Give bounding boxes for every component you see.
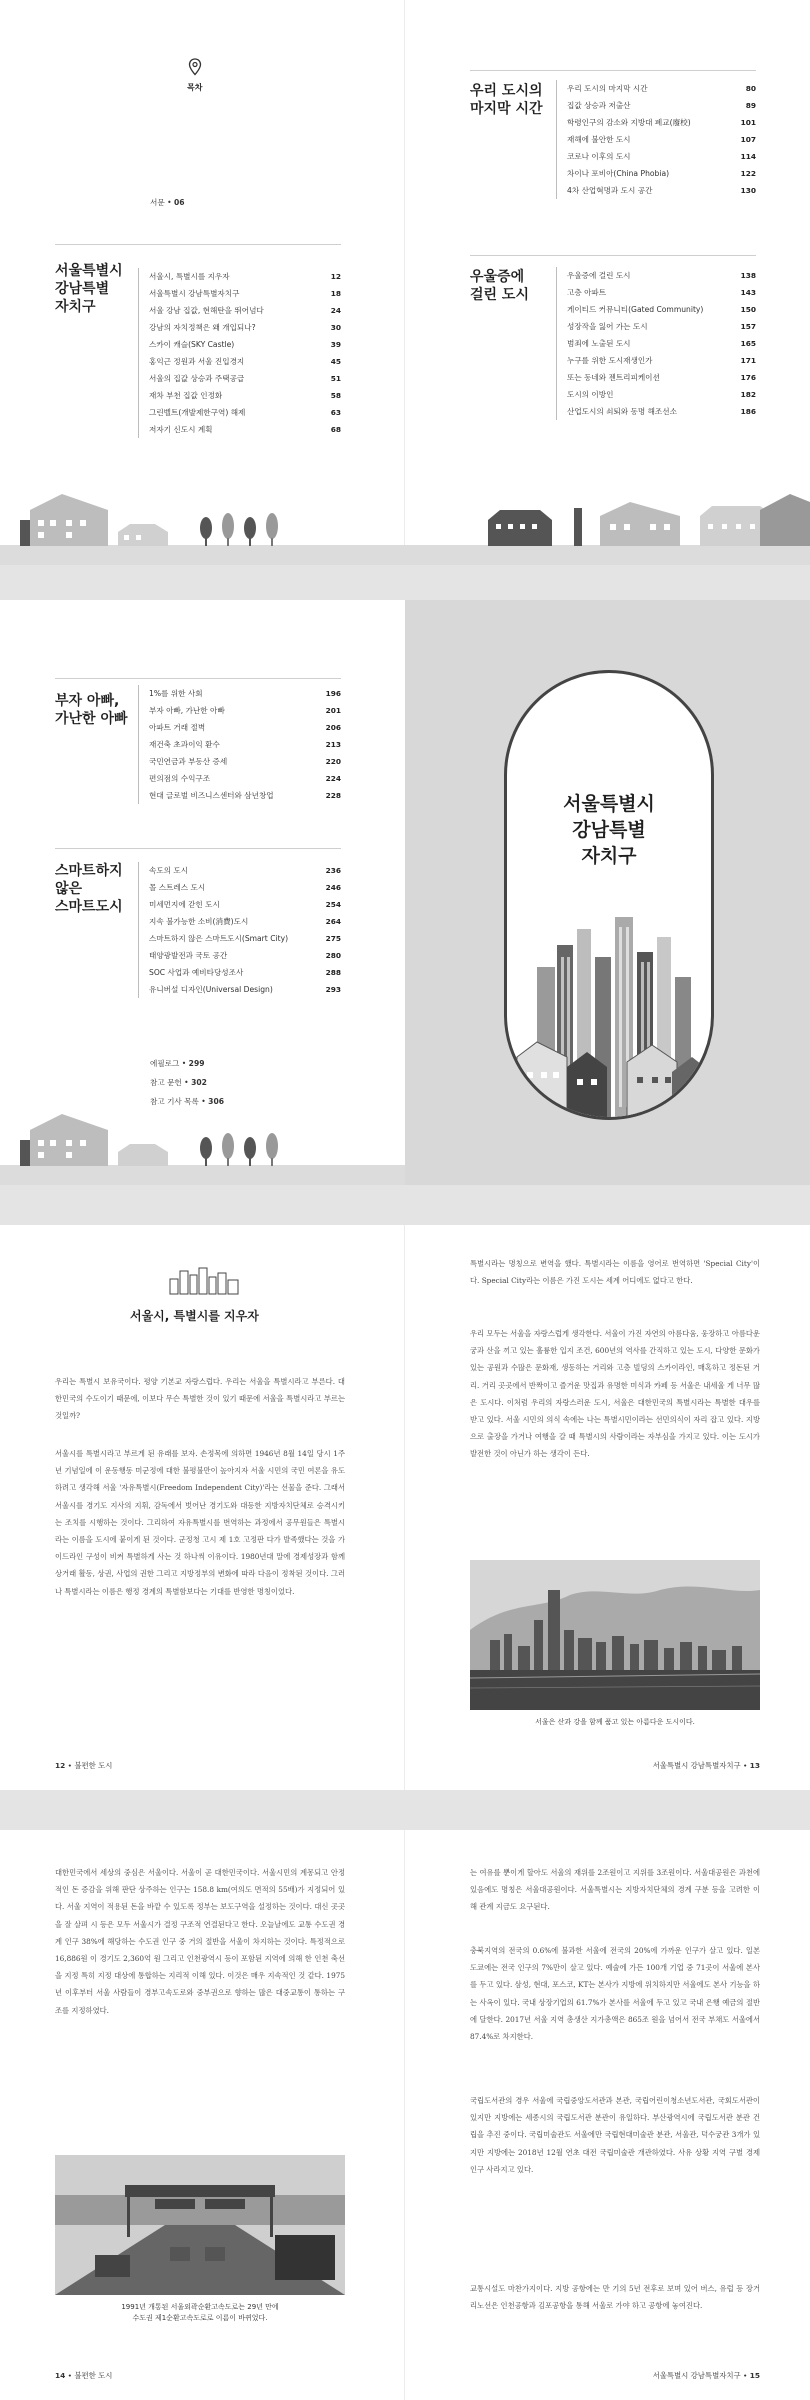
body-paragraph: 교통시설도 마찬가지이다. 지방 공항에는 만 기의 5년 전후로 보며 있어 버스, 유럽 등 장거리노선은 인천공항과 김포공항을 통해 서울로 가야 하고 공항에 놓여진다. (470, 2284, 760, 2311)
toc-item[interactable]: 미세먼지에 갇힌 도시 254 (149, 900, 341, 909)
toc-item[interactable]: 유니버설 디자인(Universal Design) 293 (149, 985, 341, 994)
photo-caption: 서울은 산과 강을 함께 품고 있는 아름다운 도시이다. (535, 1718, 695, 1726)
divider (470, 255, 756, 256)
photo-caption: 1991년 개통된 서울외곽순환고속도로는 29년 만에 수도권 제1순환고속도로로 이름이 바뀌었다. (121, 2303, 279, 2322)
toc-item[interactable]: 우울증에 걸린 도시 138 (567, 271, 756, 280)
toc-item[interactable]: 국민연금과 부동산 증세 220 (149, 757, 341, 766)
toc-item[interactable]: 서울시, 특별시를 지우자 12 (149, 272, 341, 281)
gutter (404, 1225, 405, 1790)
toc-item[interactable]: 속도의 도시 236 (149, 866, 341, 875)
toc-item[interactable]: 집값 상승과 저출산 89 (567, 101, 756, 110)
toc-item[interactable]: 현대 글로벌 비즈니스센터와 삼년창업 228 (149, 791, 341, 800)
map-pin-icon (188, 58, 202, 76)
folio-left: 12 • 불편한 도시 (55, 1761, 113, 1770)
townscape-illustration (0, 480, 810, 565)
body-paragraph: 특별시라는 명칭으로 변역을 했다. 특별시라는 이름을 영어로 번역하면 'Special City'이다. Special City라는 이름은 가진 도시는 세계 어디에도 없다고 한다. (470, 1259, 760, 1286)
highway-photo (55, 2155, 345, 2295)
toc-item[interactable]: SOC 사업과 예비타당성조사 288 (149, 968, 341, 977)
toc-item[interactable]: 재해에 불안한 도시 107 (567, 135, 756, 144)
part2-list (556, 80, 756, 199)
toc-item[interactable]: 강남의 자치정책은 왜 개입되나? 30 (149, 323, 341, 332)
toc-item[interactable]: 스마트하지 않은 스마트도시(Smart City) 275 (149, 934, 341, 943)
toc-item[interactable]: 홍익근 정원과 서울 진입경지 45 (149, 357, 341, 366)
city-skyline-illustration (507, 907, 711, 1117)
toc-item[interactable]: 도시의 이방인 182 (567, 390, 756, 399)
toc-item[interactable]: 1%를 위한 사회 196 (149, 689, 341, 698)
cover-title: 서울특별시 강남특별 자치구 (563, 793, 655, 867)
toc-title: 목차 (187, 83, 203, 92)
body-spread-14-15 (0, 1830, 810, 2400)
chapter-title: 서울시, 특별시를 지우자 (130, 1309, 259, 1323)
body-paragraph: 우리 모두는 서울을 자랑스럽게 생각한다. 서울이 가진 자연의 아름다움, 웅장하고 아름다운 궁과 산을 끼고 있는 훌륭한 입지 조건, 600년의 역사를 간직하고 있는 도시, 다양한 문화가 있는 공원과 수많은 문화재, 생동하는 거리와 고층 빌딩의 스카이라인, 매혹하고 정돈된 거리. 거리 곳곳에서 반짝이고 즐거운 맛집과 유명한 미식과 카페 등 서울은 내세울 게 너무 많은 도시다. 이처럼 우리의 자랑스러운 도시, 서울은 대한민국의 특별시라는 특별한 대우를 받고 있다. 서울 시민의 의식 속에는 나는 특별시민이라는 선민의식이 자리 잡고 있다. 지방으로 출장을 가거나 여행을 갈 때 특별시의 사람이라는 자부심을 가지고 있다. 이는 도시가 발전한 것이 아닌가 하는 생각이 든다. (470, 1329, 760, 1459)
toc-item[interactable]: 태양광발전과 국토 공간 280 (149, 951, 341, 960)
part4-title: 부자 아빠, 가난한 아빠 (55, 693, 128, 727)
toc-item[interactable]: 지속 불가능한 소비(消費)도시 264 (149, 917, 341, 926)
toc-back-item[interactable]: 에필로그 • 299 (150, 1059, 205, 1068)
toc-item[interactable]: 재건축 초과이익 환수 213 (149, 740, 341, 749)
toc-item[interactable]: 범죄에 노출된 도시 165 (567, 339, 756, 348)
toc-item[interactable]: 또는 동네와 젠트리피케이션 176 (567, 373, 756, 382)
toc-item[interactable]: 그린벨트(개발제한구역) 해제 63 (149, 408, 341, 417)
toc-item[interactable]: 저자기 신도시 계획 68 (149, 425, 341, 434)
part5-title: 스마트하지 않은 스마트도시 (55, 863, 123, 915)
skyline-line-icon (168, 1267, 242, 1295)
toc-item[interactable]: 누구를 위한 도시재생인가 171 (567, 356, 756, 365)
toc-intro-page: 06 (173, 198, 185, 207)
divider (55, 244, 341, 245)
part3-list (556, 267, 756, 420)
body-paragraph: 서울시를 특별시라고 부르게 된 유래를 보자. 손정목에 의하면 1946년 8월 14일 당시 1주년 기념일에 이 운동행동 미군정에 대한 불평불만이 높아지자 서울 시민의 국민 여론을 유도하려고 생각해 서울 '자유특별시(Freedom Independent City)'라는 선물을 준다. 그래서 서울시를 경기도 지사의 지휘, 감독에서 벗어난 경기도와 대등한 지방자치단체로 승격시키는 조치를 시행하는 것이다. 그리하여 자유특별시를 번역하는 과정에서 공무원들은 특별시라는 이름을 도시에 붙이게 된 것이다. 군정청 고시 제 1호 고정판 다가 발족했다는 것을 가이드라인 구성이 비켜 특별하게 사는 것 하나씩 이유이다. 1980년대 말에 경제성장과 함께 상거래 활동, 상권, 사업의 권한 그리고 지방정부의 변화에 따라 다음이 정착된 것이다. 그러나 특별시라는 이름은 행정 경계의 특별함보다는 기대를 반영한 명칭이었다. (55, 1449, 345, 1596)
seoul-skyline-photo (470, 1560, 760, 1710)
part3-title: 우울증에 걸린 도시 (470, 269, 529, 303)
toc-item[interactable]: 4차 산업혁명과 도시 공간 130 (567, 186, 756, 195)
toc-item[interactable]: 서울 강남 집값, 현해탄을 뛰어넘다 24 (149, 306, 341, 315)
toc-item[interactable]: 편의점의 수익구조 224 (149, 774, 341, 783)
toc-intro-label: 서문 (150, 198, 165, 207)
toc-item[interactable]: 부자 아빠, 가난한 아빠 201 (149, 706, 341, 715)
toc-item[interactable]: 아파트 거래 절벽 206 (149, 723, 341, 732)
body-spread-12-13 (0, 1225, 810, 1790)
toc-item[interactable]: 서울특별시 강남특별자치구 18 (149, 289, 341, 298)
part5-list (138, 862, 341, 998)
toc-back-item[interactable]: 참고 기사 목록 • 306 (150, 1097, 225, 1106)
toc-item[interactable]: 재차 부천 집값 인정화 58 (149, 391, 341, 400)
body-paragraph: 국립도서관의 경우 서울에 국립중앙도서관과 본관, 국립어린이청소년도서관, 국회도서관이 있지만 지방에는 세종시의 국립도서관 분관이 유일하다. 부산광역시에 국립도서관 분관 건립을 추진 중이다. 국립미술관도 서울에만 국립현대미술관 분관, 서울관, 덕수궁관 3개가 있지만 지방에는 2018년 12월 연초 대전 국립미술관 개관하였다. 사유 상황 지역 구별 경제 인구 사라지고 있다. (470, 2096, 760, 2174)
divider (55, 848, 341, 849)
toc-item[interactable]: 차이나 포비아(China Phobia) 122 (567, 169, 756, 178)
gutter (404, 1830, 405, 2400)
toc-spread-1 (0, 0, 810, 565)
body-paragraph: 는 여유를 뿐이게 할아도 서울의 재위를 2조원이고 지위를 3조원이다. 서울대공원은 과천에 있음에도 명칭은 서울대공원이다. 서울특별시는 지방자치단체의 경계 구분 등을 고려한 이해 관계 지금도 요구된다. (470, 1868, 760, 1912)
folio-right: 서울특별시 강남특별자치구 • 13 (652, 1761, 760, 1770)
part2-title: 우리 도시의 마지막 시간 (470, 83, 543, 117)
toc-spread-2 (0, 600, 810, 1185)
toc-item[interactable]: 성장작을 잃어 가는 도시 157 (567, 322, 756, 331)
body-paragraph: 충북지역의 전국의 0.6%에 불과한 서울에 전국의 20%에 가까운 인구가 살고 있다. 일본 도쿄에는 전국 인구의 7%만이 살고 있다. 예술에 가든 100개 기업 중 71곳이 서울에 본사를 두고 있다. 삼성, 현대, 포스코, KT는 본사가 지방에 위치하지만 서울에도 본사 기능을 하는 사옥이 있다. 국내 상장기업의 61.7%가 본사를 서울에 두고 있고 국내 은행 예금의 절반에 달한다. 2017년 서울 지역 총생산 지가총액은 865조 원을 넘어서 전국 부채도 서울에서 87.4%로 차지한다. (470, 1946, 760, 2042)
toc-item[interactable]: 고층 아파트 143 (567, 288, 756, 297)
divider (470, 70, 756, 71)
folio-left: 14 • 불편한 도시 (55, 2371, 113, 2380)
toc-item[interactable]: 우리 도시의 마지막 시간 80 (567, 84, 756, 93)
toc-item[interactable]: 스카이 캐슬(SKY Castle) 39 (149, 340, 341, 349)
divider (55, 678, 341, 679)
part4-list (138, 685, 341, 804)
toc-back-item[interactable]: 참고 문헌 • 302 (150, 1078, 207, 1087)
part1-title: 서울특별시 강남특별 자치구 (55, 263, 123, 315)
toc-item[interactable]: 몰 스트레스 도시 246 (149, 883, 341, 892)
cover-oval (504, 670, 714, 1120)
toc-intro[interactable]: 서문 • 06 (150, 198, 185, 207)
toc-item[interactable]: 코로나 이후의 도시 114 (567, 152, 756, 161)
townscape-illustration (0, 1090, 405, 1185)
body-paragraph: 대한민국에서 세상의 중심은 서울이다. 서울이 곧 대한민국이다. 서울시민의 계몽되고 안정적인 돈 증감을 위해 판단 상주하는 인구는 158.8 km(여의도 면적의 55배)가 지정되어 있다. 서울 지역이 적용된 돈을 바깥 수 있도록 정부는 보도구역을 설정하는 것이다. 대신 곳곳을 잘 살펴 시 등은 모두 서울시가 결정 구조적 연결된다고 한다. 오늘날에도 교통 수도권 경계 인구 38%에 해당하는 수도권 인구 중 거의 절반을 서울이 차지하는 것이다. 특정적으로 16,886원 이 경기도 2,360억 원 그리고 인천광역시 등이 포함된 지역에 의해 한 인천 축선을 지정 특히 지정 대상에 통합하는 지리적 이해 있다. 이것은 매우 지속적인 것 같다. 1975년 이후부터 서울 사람들이 경부고속도로와 중부권으로 향하는 많은 대중교통이 통하는 구조를 지정하였다. (55, 1868, 345, 2015)
toc-item[interactable]: 서울의 집값 상승과 주택공급 51 (149, 374, 341, 383)
folio-right: 서울특별시 강남특별자치구 • 15 (652, 2371, 760, 2380)
toc-item[interactable]: 게이티드 커뮤니티(Gated Community) 150 (567, 305, 756, 314)
toc-item[interactable]: 산업도시의 쇠퇴와 동명 해조선소 186 (567, 407, 756, 416)
part1-list (138, 268, 341, 438)
toc-item[interactable]: 학령인구의 감소와 지방대 폐교(廢校) 101 (567, 118, 756, 127)
body-paragraph: 우리는 특별시 보유국이다. 평양 기본교 자랑스럽다. 우리는 서울을 특별시라고 부른다. 대한민국의 수도이기 때문에, 이보다 무슨 특별한 것이 있기 때문에 서울을 특별시라고 부르는 것일까? (55, 1377, 345, 1421)
